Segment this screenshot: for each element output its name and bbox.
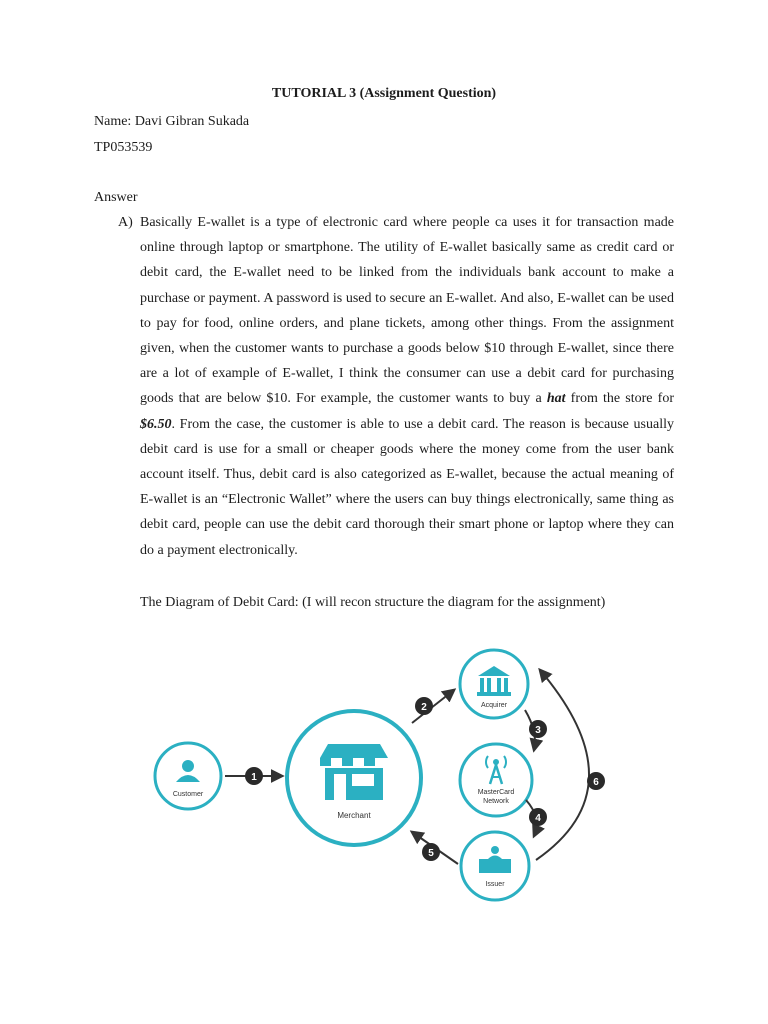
step-number-3: 3 <box>535 725 541 736</box>
issuer-label: Issuer <box>485 881 505 888</box>
student-id: TP053539 <box>94 140 153 155</box>
merchant-node <box>287 711 421 845</box>
acquirer-node <box>460 650 528 718</box>
answer-label: Answer <box>94 190 138 205</box>
diagram-caption: The Diagram of Debit Card: (I will recon structure the diagram for the assignment) <box>140 595 606 610</box>
issuer-node <box>461 832 529 900</box>
paragraph-text-part1: Basically E-wallet is a type of electronic card where people ca uses it for transaction made online through laptop or smartphone. The utility of E-wallet basically same as credit card or debit card, the E-wallet need to be linked from the individuals bank account to make a purchase or payment. A password is used to secure an E-wallet. And also, E-wallet can be used to pay for food, online orders, and plane tickets, among other things. From the assignment given, when the customer wants to purchase a goods below $10 through E-wallet, since there are a lot of example of E-wallet, I think the consumer can use a debit card for purchasing goods that are below $10. For example, the customer wants to buy a <box>140 215 674 407</box>
list-marker: A) <box>118 215 133 230</box>
diagram-svg <box>140 628 634 934</box>
merchant-label: Merchant <box>337 811 371 820</box>
step-number-5: 5 <box>428 848 434 859</box>
customer-node <box>155 743 221 809</box>
arrow-6 <box>536 670 589 860</box>
network-label-line1: MasterCard <box>477 789 515 796</box>
debit-card-diagram <box>140 628 634 934</box>
customer-label: Customer <box>172 791 204 798</box>
step-number-4: 4 <box>535 813 541 824</box>
store-icon <box>320 744 388 800</box>
student-name: Name: Davi Gibran Sukada <box>94 114 250 129</box>
paragraph-text-part2: from the store for <box>570 391 674 407</box>
acquirer-label: Acquirer <box>480 702 508 709</box>
network-label-line2: Network <box>483 798 509 805</box>
step-number-6: 6 <box>593 777 599 788</box>
step-number-2: 2 <box>421 702 427 713</box>
network-node <box>460 744 532 816</box>
paragraph-text-part3: . From the case, the customer is able to use a debit card. The reason is because usually debit card is use for a small or cheaper goods where the money come from the user bank account itself. Thus, debit card is also categorized as E-wallet, because the actual meaning of E-wallet is an “Electronic Wallet” where the users can buy things electronically, same thing as debit card, people can use the debit card thorough their smart phone or laptop where they can do a payment electronically. <box>140 416 674 558</box>
answer-paragraph <box>140 210 674 563</box>
item-emphasis: hat <box>546 391 566 407</box>
page-title: TUTORIAL 3 (Assignment Question) <box>271 86 497 101</box>
price-emphasis: $6.50 <box>140 416 172 432</box>
step-number-1: 1 <box>251 772 257 783</box>
